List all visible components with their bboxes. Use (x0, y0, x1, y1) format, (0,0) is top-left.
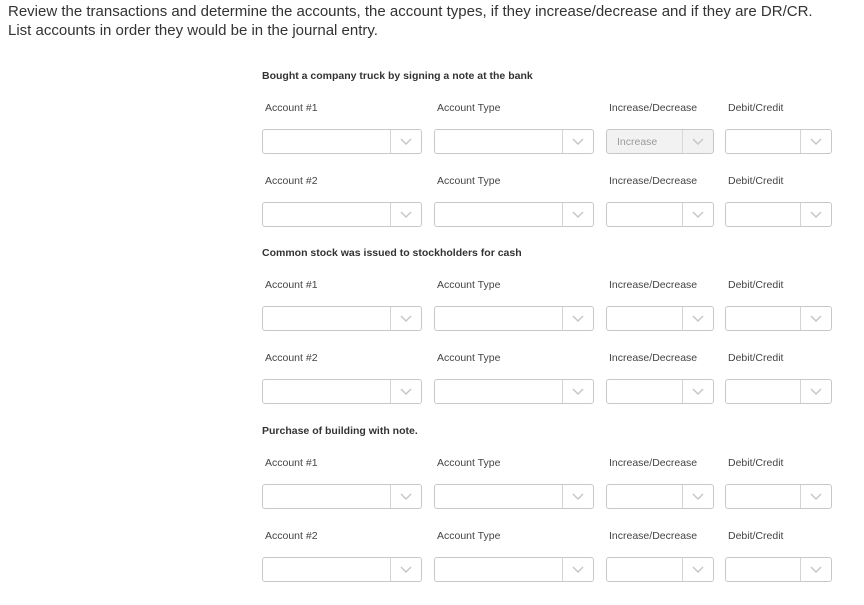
account-label: Account #2 (265, 175, 318, 187)
debit-credit-select[interactable] (725, 306, 832, 331)
chevron-down-icon (692, 211, 704, 219)
dropdown-toggle[interactable] (800, 307, 831, 330)
chevron-down-icon (692, 315, 704, 323)
debit-credit-label: Debit/Credit (728, 279, 784, 291)
increase-decrease-label: Increase/Decrease (609, 530, 698, 542)
dropdown-toggle[interactable] (682, 558, 713, 581)
dropdown-toggle[interactable] (800, 558, 831, 581)
increase-decrease-label: Increase/Decrease (609, 352, 698, 364)
dropdown-toggle[interactable] (800, 485, 831, 508)
chevron-down-icon (810, 315, 822, 323)
account-type-label: Account Type (437, 279, 501, 291)
dropdown-toggle[interactable] (562, 307, 593, 330)
chevron-down-icon (572, 211, 584, 219)
chevron-down-icon (400, 138, 412, 146)
debit-credit-label: Debit/Credit (728, 530, 784, 542)
account-type-label: Account Type (437, 457, 501, 469)
account-select[interactable] (262, 202, 422, 227)
debit-credit-label: Debit/Credit (728, 102, 784, 114)
account-label: Account #2 (265, 352, 318, 364)
chevron-down-icon (400, 315, 412, 323)
transaction-section (262, 425, 842, 600)
dropdown-toggle[interactable] (682, 485, 713, 508)
dropdown-toggle[interactable] (800, 380, 831, 403)
debit-credit-select[interactable] (725, 557, 832, 582)
dropdown-toggle[interactable] (562, 380, 593, 403)
account-type-select[interactable] (434, 306, 594, 331)
instructions-line-2: List accounts in order they would be in the journal entry. (8, 22, 378, 39)
dropdown-toggle[interactable] (390, 307, 421, 330)
instructions-line-1: Review the transactions and determine the accounts, the account types, if they increase/decrease and if they are DR/CR. (8, 3, 813, 20)
dropdown-toggle[interactable] (390, 485, 421, 508)
dropdown-toggle[interactable] (390, 203, 421, 226)
increase-decrease-select[interactable] (606, 484, 714, 509)
account-label: Account #1 (265, 279, 318, 291)
increase-decrease-label: Increase/Decrease (609, 457, 698, 469)
dropdown-toggle[interactable] (562, 203, 593, 226)
transaction-title: Purchase of building with note. (262, 425, 418, 437)
increase-decrease-label: Increase/Decrease (609, 102, 698, 114)
chevron-down-icon (810, 388, 822, 396)
chevron-down-icon (400, 493, 412, 501)
increase-decrease-select (606, 129, 714, 154)
account-type-select[interactable] (434, 129, 594, 154)
chevron-down-icon (692, 493, 704, 501)
dropdown-toggle[interactable] (390, 130, 421, 153)
dropdown-toggle (682, 130, 713, 153)
increase-decrease-select[interactable] (606, 557, 714, 582)
debit-credit-select[interactable] (725, 129, 832, 154)
account-label: Account #2 (265, 530, 318, 542)
dropdown-toggle[interactable] (800, 130, 831, 153)
account-select[interactable] (262, 129, 422, 154)
debit-credit-select[interactable] (725, 379, 832, 404)
chevron-down-icon (400, 211, 412, 219)
account-type-label: Account Type (437, 175, 501, 187)
dropdown-toggle[interactable] (682, 380, 713, 403)
increase-decrease-select[interactable] (606, 379, 714, 404)
dropdown-toggle[interactable] (682, 203, 713, 226)
dropdown-toggle[interactable] (562, 130, 593, 153)
debit-credit-label: Debit/Credit (728, 175, 784, 187)
account-select[interactable] (262, 484, 422, 509)
chevron-down-icon (400, 388, 412, 396)
increase-decrease-select[interactable] (606, 306, 714, 331)
increase-decrease-select-value: Increase (617, 136, 658, 148)
chevron-down-icon (572, 138, 584, 146)
dropdown-toggle[interactable] (682, 307, 713, 330)
chevron-down-icon (572, 315, 584, 323)
increase-decrease-select[interactable] (606, 202, 714, 227)
account-type-label: Account Type (437, 102, 501, 114)
transaction-section (262, 247, 842, 422)
chevron-down-icon (810, 566, 822, 574)
chevron-down-icon (400, 566, 412, 574)
chevron-down-icon (572, 388, 584, 396)
account-type-select[interactable] (434, 484, 594, 509)
dropdown-toggle[interactable] (800, 203, 831, 226)
chevron-down-icon (692, 388, 704, 396)
chevron-down-icon (810, 138, 822, 146)
dropdown-toggle[interactable] (562, 558, 593, 581)
debit-credit-select[interactable] (725, 202, 832, 227)
debit-credit-label: Debit/Credit (728, 457, 784, 469)
increase-decrease-label: Increase/Decrease (609, 279, 698, 291)
chevron-down-icon (810, 211, 822, 219)
instructions (8, 2, 858, 40)
transaction-section (262, 70, 842, 245)
debit-credit-label: Debit/Credit (728, 352, 784, 364)
account-type-label: Account Type (437, 530, 501, 542)
chevron-down-icon (572, 566, 584, 574)
debit-credit-select[interactable] (725, 484, 832, 509)
account-type-select[interactable] (434, 379, 594, 404)
dropdown-toggle[interactable] (390, 380, 421, 403)
account-type-select[interactable] (434, 202, 594, 227)
dropdown-toggle[interactable] (562, 485, 593, 508)
account-select[interactable] (262, 306, 422, 331)
transaction-title: Common stock was issued to stockholders for cash (262, 247, 522, 259)
chevron-down-icon (810, 493, 822, 501)
increase-decrease-label: Increase/Decrease (609, 175, 698, 187)
account-type-select[interactable] (434, 557, 594, 582)
chevron-down-icon (692, 566, 704, 574)
account-type-label: Account Type (437, 352, 501, 364)
account-label: Account #1 (265, 457, 318, 469)
dropdown-toggle[interactable] (390, 558, 421, 581)
chevron-down-icon (692, 138, 704, 146)
account-label: Account #1 (265, 102, 318, 114)
transaction-title: Bought a company truck by signing a note at the bank (262, 70, 533, 82)
chevron-down-icon (572, 493, 584, 501)
account-select[interactable] (262, 557, 422, 582)
account-select[interactable] (262, 379, 422, 404)
